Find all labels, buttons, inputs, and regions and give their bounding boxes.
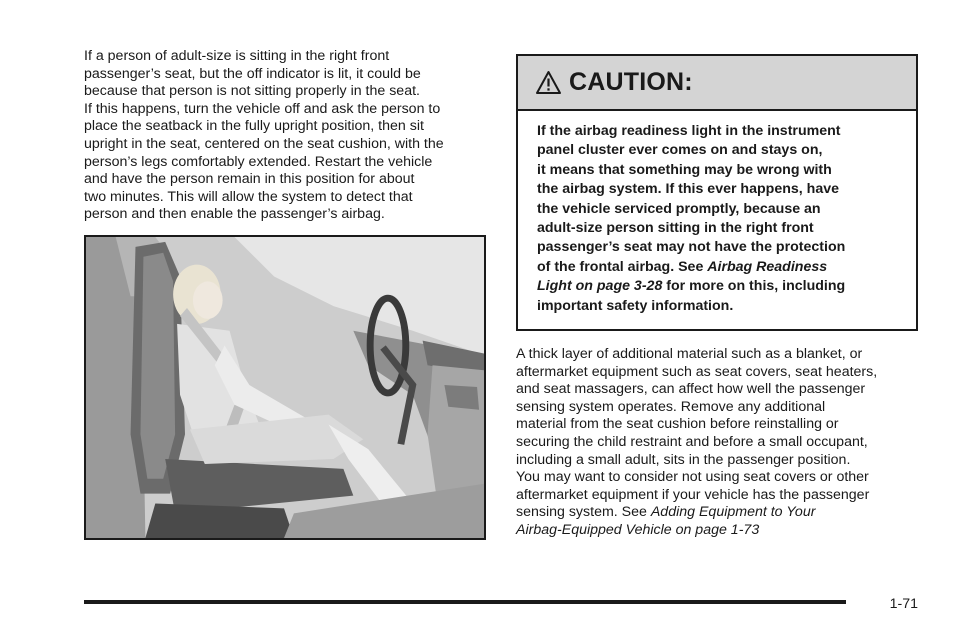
additional-material-text: A thick layer of additional material such as a blanket, or aftermarket equipment such as seat covers, seat heaters, and seat massagers, can affect how well the passenger sensing system operates. Remove any additional material from the seat cushion before reinstalling or securing the child restraint and before a small occupant, including a small adult, sits in the passenger position. You may want to consider not using seat covers or other aftermarket equipment if your vehicle has the passenger sensing system. See bbox=[516, 346, 878, 521]
caution-header bbox=[518, 56, 916, 111]
seat-base bbox=[145, 503, 294, 538]
caution-text bbox=[518, 111, 916, 316]
passenger-seat-drawing bbox=[86, 237, 484, 538]
face bbox=[193, 281, 223, 319]
footer-rule bbox=[84, 600, 846, 604]
caution-box bbox=[516, 54, 918, 331]
intro-paragraph: If a person of adult-size is sitting in the right front passenger’s seat, but the off indicator is lit, it could be because that person is not sitting properly in the seat. If this happens, turn the vehicle off and ask the person to place the seatback in the fully upright position, then sit upright in the seat, centered on the seat cushion, with the person’s legs comfortably extended. Restart the vehicle and have the person remain in this position for about two minutes. This will allow the system to detect that person and then enable the passenger’s airbag. bbox=[84, 48, 444, 223]
caution-title: CAUTION: bbox=[569, 68, 693, 96]
warning-triangle-icon bbox=[535, 70, 562, 95]
caution-reference-link[interactable]: Airbag Readiness Light on page 3-28 bbox=[537, 258, 828, 295]
seat-back-highlight bbox=[140, 253, 175, 479]
additional-material-paragraph bbox=[516, 346, 924, 540]
adding-equipment-reference-link[interactable]: Adding Equipment to Your Airbag-Equipped Vehicle on page 1-73 bbox=[516, 504, 816, 538]
caution-text-start: If the airbag readiness light in the instrument panel cluster ever comes on and stays on, it means that something may be wrong with the airbag system. If this ever happens, have the vehicle serviced promptly, because an adult-size person sitting in the right front passenger’s seat may not have the protection of the frontal airbag. See bbox=[537, 123, 846, 275]
door-handle bbox=[444, 385, 479, 410]
seated-passenger-illustration bbox=[84, 235, 486, 540]
page-number: 1-71 bbox=[889, 596, 918, 612]
caution-text-end: for more on this, including important safety information. bbox=[537, 278, 846, 314]
